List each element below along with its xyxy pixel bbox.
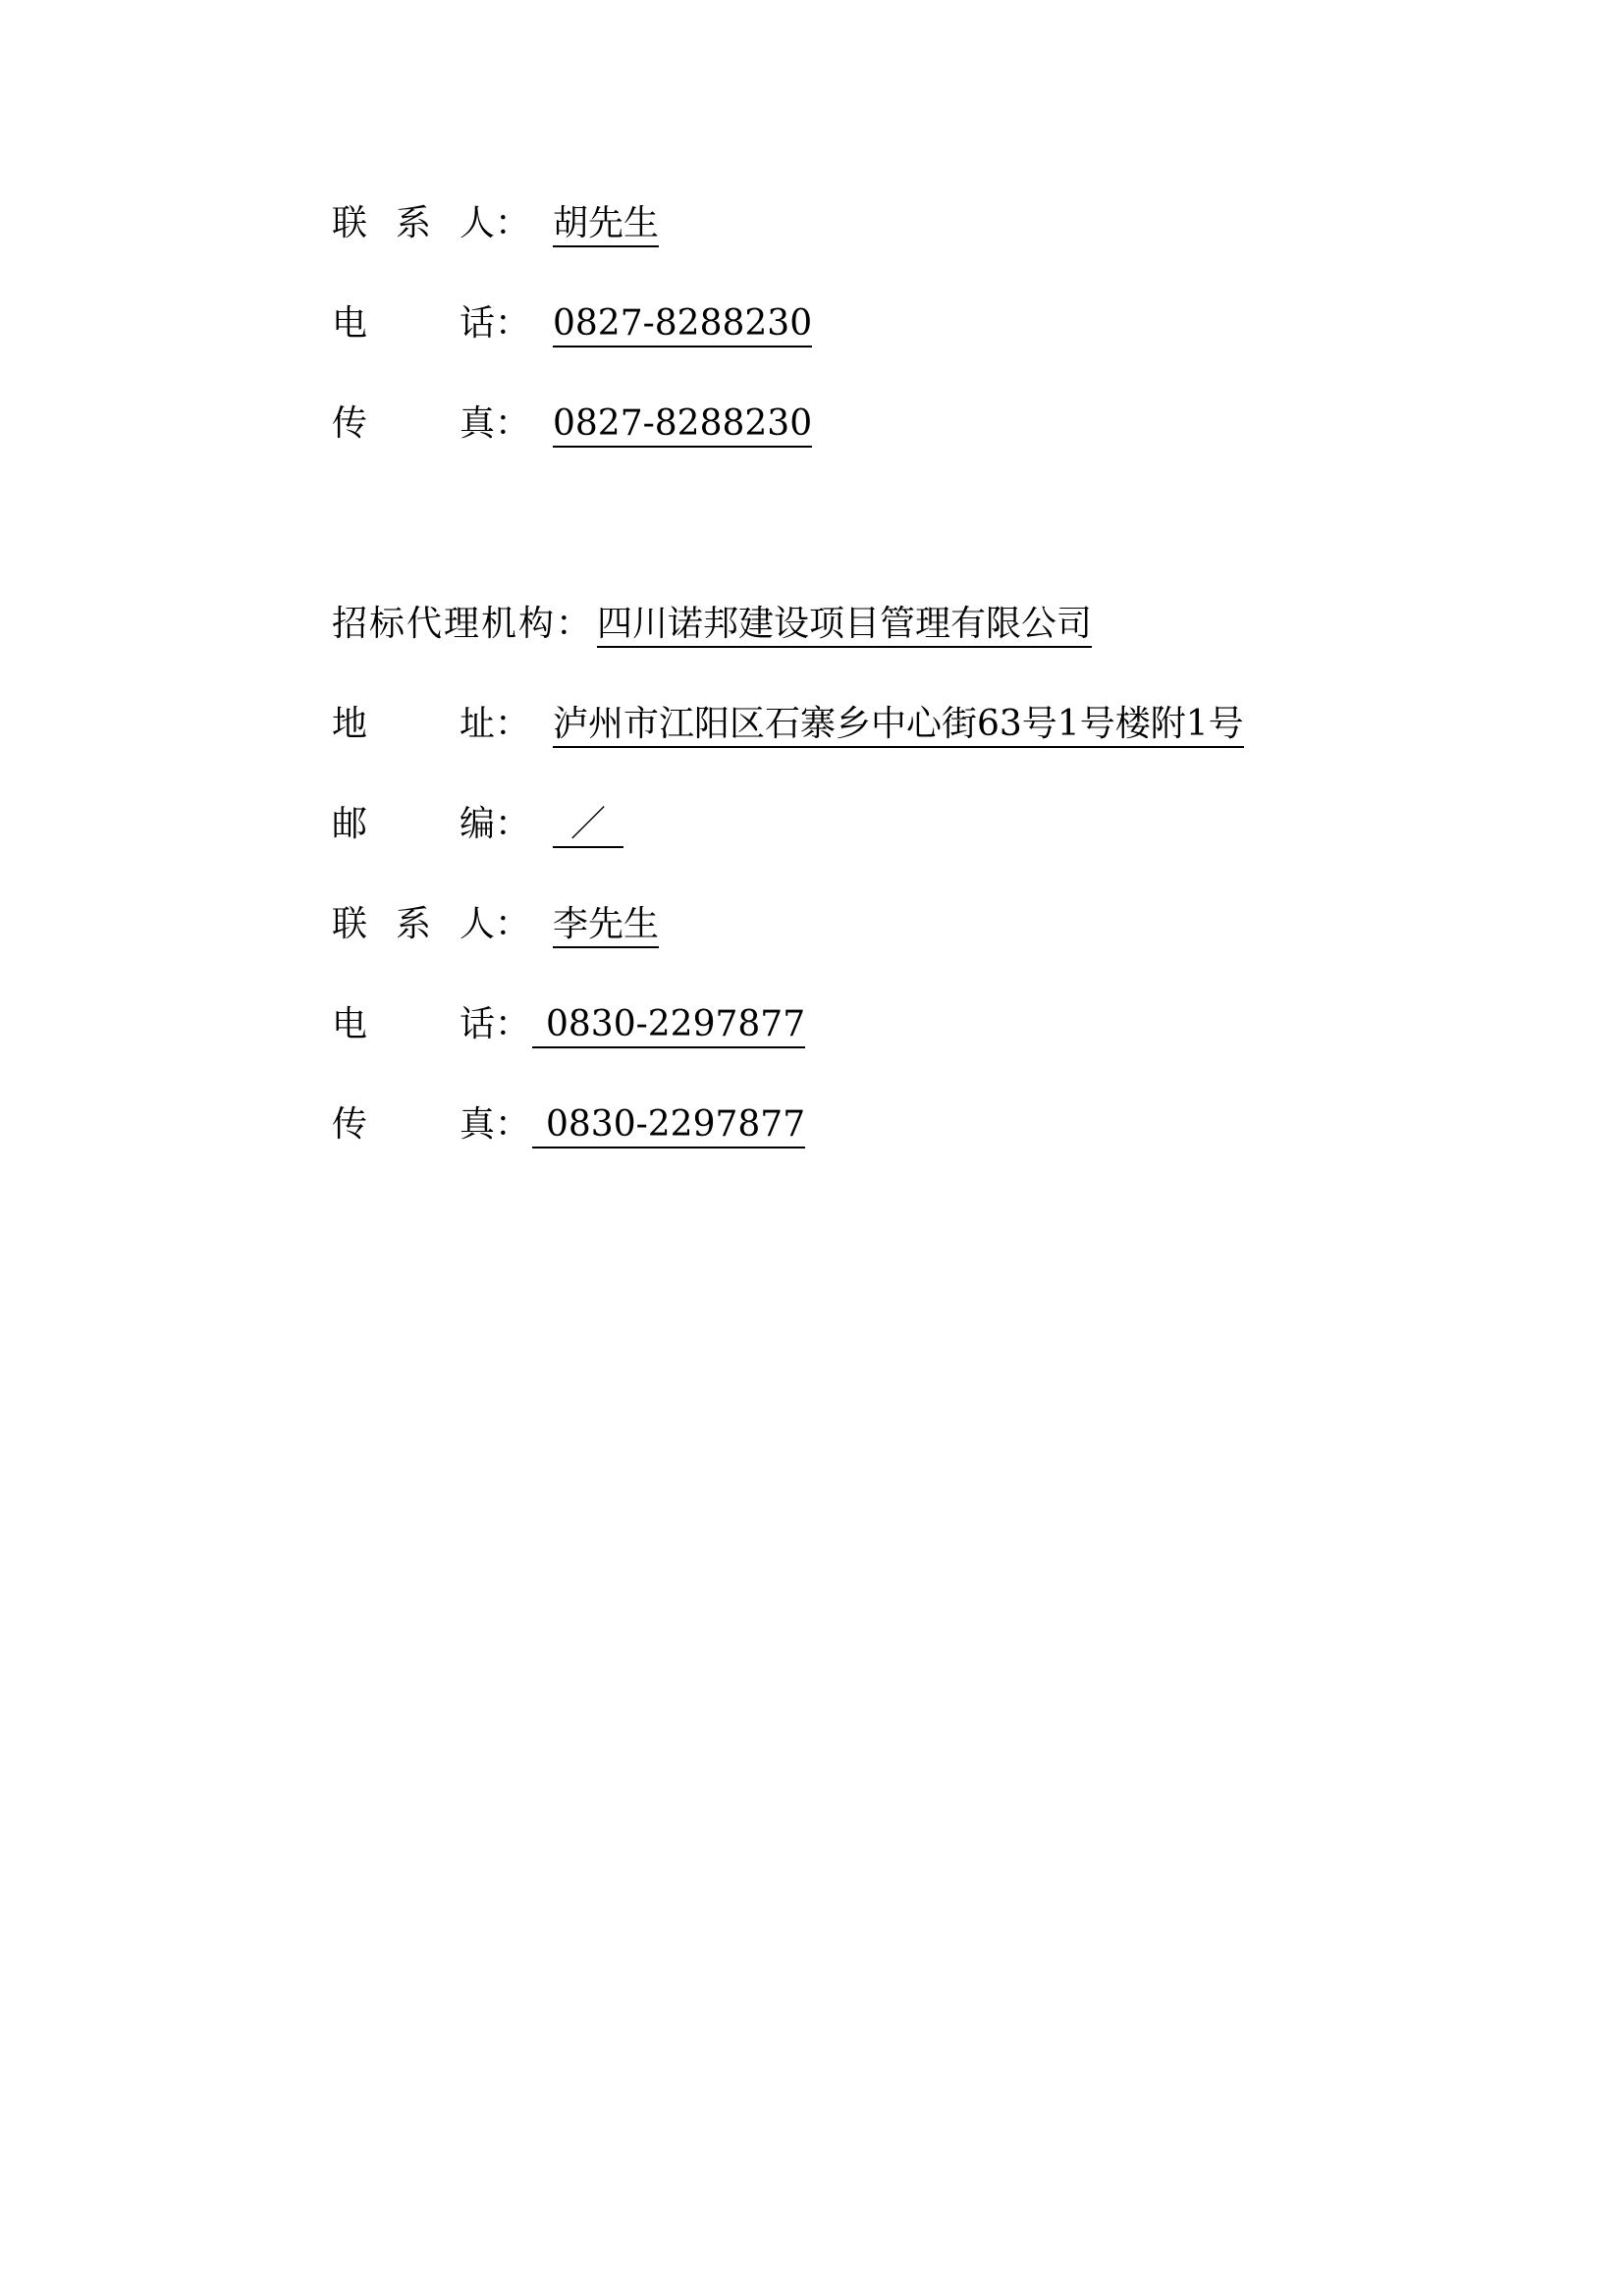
label-char: 人 xyxy=(460,904,496,944)
label-char: 邮 xyxy=(332,804,368,844)
agency-phone-line xyxy=(332,995,805,1054)
agency-fax-line xyxy=(332,1095,805,1154)
phone-text: 0830-2297877 xyxy=(546,1004,806,1044)
tenderer-fax-label xyxy=(332,395,531,454)
agency-postcode-line xyxy=(332,795,623,854)
agency-address-label xyxy=(332,695,531,754)
label-char: 传 xyxy=(332,403,368,444)
agency-name-value: 四川诺邦建设项目管理有限公司 xyxy=(597,605,1092,648)
label-char: 电 xyxy=(332,303,368,344)
label-char: 真 xyxy=(460,403,496,444)
agency-contact-value: 李先生 xyxy=(553,905,659,948)
label-colon: ： xyxy=(495,403,531,444)
agency-contact-label xyxy=(332,895,531,954)
fax-text: 0830-2297877 xyxy=(546,1104,806,1145)
agency-name-line xyxy=(332,595,1092,654)
label-colon: ： xyxy=(495,1104,531,1145)
label-char: 联 xyxy=(332,904,368,944)
label-colon: ： xyxy=(495,904,531,944)
agency-name-label: 招标代理机构： xyxy=(332,604,594,644)
label-char: 传 xyxy=(332,1104,368,1145)
label-colon: ： xyxy=(495,303,531,344)
label-colon: ： xyxy=(495,704,531,744)
agency-address-line xyxy=(332,695,1244,754)
tenderer-fax-line xyxy=(332,395,812,454)
tenderer-phone-line xyxy=(332,294,812,353)
label-char: 地 xyxy=(332,704,368,744)
label-char: 人 xyxy=(460,203,496,243)
tenderer-contact-label xyxy=(332,194,531,253)
tenderer-contact-line xyxy=(332,194,659,253)
agency-phone-value xyxy=(532,1005,805,1048)
label-char: 系 xyxy=(396,203,432,243)
label-char: 系 xyxy=(396,904,432,944)
label-char: 真 xyxy=(460,1104,496,1145)
agency-contact-line xyxy=(332,895,659,954)
label-char: 话 xyxy=(460,1004,496,1044)
agency-fax-label xyxy=(332,1095,531,1154)
agency-fax-value xyxy=(532,1105,805,1148)
label-char: 联 xyxy=(332,203,368,243)
agency-address-value: 泸州市江阳区石寨乡中心街63号1号楼附1号 xyxy=(553,705,1244,748)
agency-postcode-label xyxy=(332,795,531,854)
tenderer-phone-label xyxy=(332,294,531,353)
tenderer-contact-value: 胡先生 xyxy=(553,204,659,247)
label-colon: ： xyxy=(495,1004,531,1044)
postcode-text: ／ xyxy=(570,804,607,844)
label-colon: ： xyxy=(495,203,531,243)
label-char: 址 xyxy=(460,704,496,744)
label-char: 编 xyxy=(460,804,496,844)
label-char: 电 xyxy=(332,1004,368,1044)
agency-postcode-value xyxy=(553,805,623,848)
label-char: 话 xyxy=(460,303,496,344)
label-colon: ： xyxy=(495,804,531,844)
agency-phone-label xyxy=(332,995,531,1054)
tenderer-phone-value: 0827-8288230 xyxy=(553,304,812,347)
tenderer-fax-value: 0827-8288230 xyxy=(553,404,812,448)
